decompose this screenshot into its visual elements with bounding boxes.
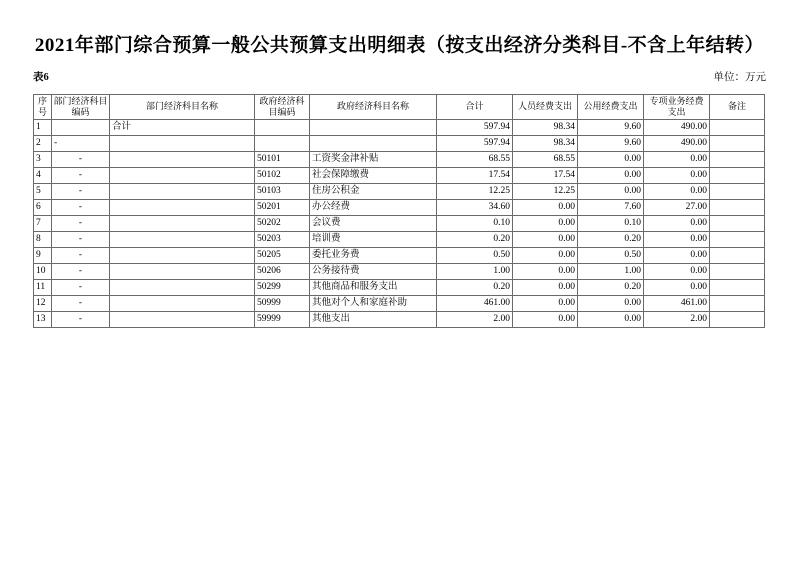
cell-remark xyxy=(710,264,765,280)
cell-total: 0.20 xyxy=(437,232,513,248)
cell-seq: 9 xyxy=(34,248,52,264)
cell-seq: 12 xyxy=(34,296,52,312)
cell-public: 0.00 xyxy=(578,312,644,328)
cell-dept_name xyxy=(110,296,255,312)
cell-dept_name xyxy=(110,200,255,216)
cell-seq: 3 xyxy=(34,152,52,168)
cell-public: 7.60 xyxy=(578,200,644,216)
cell-gov_name: 办公经费 xyxy=(310,200,437,216)
cell-gov_code: 50999 xyxy=(255,296,310,312)
cell-remark xyxy=(710,232,765,248)
cell-total: 68.55 xyxy=(437,152,513,168)
cell-total: 34.60 xyxy=(437,200,513,216)
column-header-personnel: 人员经费支出 xyxy=(513,95,578,120)
table-meta-row xyxy=(33,69,766,84)
cell-gov_name: 其他对个人和家庭补助 xyxy=(310,296,437,312)
cell-personnel: 0.00 xyxy=(513,312,578,328)
cell-personnel: 0.00 xyxy=(513,200,578,216)
table-number-label: 表6 xyxy=(33,72,49,83)
cell-gov_name: 工资奖金津补贴 xyxy=(310,152,437,168)
cell-dept_code xyxy=(52,120,110,136)
cell-dept_code: - xyxy=(52,136,110,152)
cell-public: 0.00 xyxy=(578,168,644,184)
cell-special: 27.00 xyxy=(644,200,710,216)
table-row xyxy=(34,184,765,200)
cell-special: 0.00 xyxy=(644,152,710,168)
cell-public: 0.00 xyxy=(578,296,644,312)
cell-remark xyxy=(710,200,765,216)
cell-total: 0.50 xyxy=(437,248,513,264)
column-header-remark: 备注 xyxy=(710,95,765,120)
cell-gov_code: 50206 xyxy=(255,264,310,280)
cell-special: 0.00 xyxy=(644,184,710,200)
cell-total: 597.94 xyxy=(437,120,513,136)
cell-dept_code: - xyxy=(52,264,110,280)
cell-gov_code: 50201 xyxy=(255,200,310,216)
column-header-gov_code: 政府经济科 目编码 xyxy=(255,95,310,120)
cell-special: 0.00 xyxy=(644,280,710,296)
cell-dept_name xyxy=(110,264,255,280)
table-row xyxy=(34,168,765,184)
cell-remark xyxy=(710,184,765,200)
cell-personnel: 0.00 xyxy=(513,280,578,296)
cell-seq: 13 xyxy=(34,312,52,328)
cell-dept_code: - xyxy=(52,296,110,312)
cell-total: 461.00 xyxy=(437,296,513,312)
cell-dept_name xyxy=(110,248,255,264)
cell-dept_name xyxy=(110,232,255,248)
column-header-public: 公用经费支出 xyxy=(578,95,644,120)
table-row xyxy=(34,312,765,328)
cell-total: 0.10 xyxy=(437,216,513,232)
cell-gov_code: 50202 xyxy=(255,216,310,232)
cell-personnel: 0.00 xyxy=(513,248,578,264)
cell-total: 2.00 xyxy=(437,312,513,328)
cell-seq: 2 xyxy=(34,136,52,152)
cell-gov_name: 其他支出 xyxy=(310,312,437,328)
cell-seq: 5 xyxy=(34,184,52,200)
cell-public: 0.00 xyxy=(578,184,644,200)
cell-total: 1.00 xyxy=(437,264,513,280)
cell-seq: 11 xyxy=(34,280,52,296)
table-header xyxy=(34,95,765,120)
cell-remark xyxy=(710,216,765,232)
cell-dept_name xyxy=(110,184,255,200)
cell-dept_code: - xyxy=(52,152,110,168)
cell-gov_name: 公务接待费 xyxy=(310,264,437,280)
cell-special: 461.00 xyxy=(644,296,710,312)
cell-personnel: 0.00 xyxy=(513,264,578,280)
cell-seq: 1 xyxy=(34,120,52,136)
cell-dept_name: 合计 xyxy=(110,120,255,136)
cell-public: 9.60 xyxy=(578,120,644,136)
cell-total: 597.94 xyxy=(437,136,513,152)
cell-remark xyxy=(710,120,765,136)
table-row xyxy=(34,152,765,168)
cell-remark xyxy=(710,152,765,168)
cell-total: 0.20 xyxy=(437,280,513,296)
column-header-dept_name: 部门经济科目名称 xyxy=(110,95,255,120)
cell-gov_code: 50103 xyxy=(255,184,310,200)
budget-expenditure-table xyxy=(33,94,765,328)
cell-remark xyxy=(710,136,765,152)
cell-dept_code: - xyxy=(52,216,110,232)
table-row xyxy=(34,136,765,152)
cell-seq: 10 xyxy=(34,264,52,280)
cell-public: 0.00 xyxy=(578,152,644,168)
cell-gov_code xyxy=(255,120,310,136)
cell-dept_name xyxy=(110,168,255,184)
cell-gov_code: 59999 xyxy=(255,312,310,328)
cell-personnel: 0.00 xyxy=(513,216,578,232)
cell-gov_code: 50299 xyxy=(255,280,310,296)
cell-personnel: 17.54 xyxy=(513,168,578,184)
cell-dept_code: - xyxy=(52,184,110,200)
cell-gov_code: 50102 xyxy=(255,168,310,184)
cell-gov_name xyxy=(310,136,437,152)
cell-special: 490.00 xyxy=(644,136,710,152)
cell-dept_name xyxy=(110,312,255,328)
unit-label: 单位：万元 xyxy=(713,72,766,83)
table-row xyxy=(34,296,765,312)
cell-special: 0.00 xyxy=(644,248,710,264)
header-row xyxy=(34,95,765,120)
cell-total: 17.54 xyxy=(437,168,513,184)
cell-gov_code: 50205 xyxy=(255,248,310,264)
cell-dept_code: - xyxy=(52,312,110,328)
column-header-seq: 序 号 xyxy=(34,95,52,120)
cell-special: 490.00 xyxy=(644,120,710,136)
cell-remark xyxy=(710,248,765,264)
cell-seq: 4 xyxy=(34,168,52,184)
column-header-special: 专项业务经费 支出 xyxy=(644,95,710,120)
cell-personnel: 0.00 xyxy=(513,296,578,312)
table-row xyxy=(34,200,765,216)
column-header-gov_name: 政府经济科目名称 xyxy=(310,95,437,120)
cell-seq: 6 xyxy=(34,200,52,216)
table-row xyxy=(34,216,765,232)
cell-gov_code: 50203 xyxy=(255,232,310,248)
cell-personnel: 98.34 xyxy=(513,120,578,136)
cell-public: 0.50 xyxy=(578,248,644,264)
cell-personnel: 12.25 xyxy=(513,184,578,200)
cell-seq: 8 xyxy=(34,232,52,248)
cell-gov_name: 住房公积金 xyxy=(310,184,437,200)
table-row xyxy=(34,232,765,248)
cell-total: 12.25 xyxy=(437,184,513,200)
cell-personnel: 0.00 xyxy=(513,232,578,248)
cell-special: 2.00 xyxy=(644,312,710,328)
cell-gov_name: 社会保障缴费 xyxy=(310,168,437,184)
cell-dept_name xyxy=(110,280,255,296)
cell-dept_code: - xyxy=(52,200,110,216)
cell-seq: 7 xyxy=(34,216,52,232)
table-row xyxy=(34,248,765,264)
cell-remark xyxy=(710,168,765,184)
table-row xyxy=(34,264,765,280)
cell-gov_name: 委托业务费 xyxy=(310,248,437,264)
cell-dept_code: - xyxy=(52,168,110,184)
column-header-dept_code: 部门经济科目 编码 xyxy=(52,95,110,120)
cell-dept_name xyxy=(110,136,255,152)
table-body xyxy=(34,120,765,328)
cell-public: 9.60 xyxy=(578,136,644,152)
cell-public: 0.20 xyxy=(578,280,644,296)
cell-remark xyxy=(710,312,765,328)
cell-public: 0.20 xyxy=(578,232,644,248)
cell-gov_name xyxy=(310,120,437,136)
cell-gov_code: 50101 xyxy=(255,152,310,168)
cell-personnel: 68.55 xyxy=(513,152,578,168)
cell-gov_name: 培训费 xyxy=(310,232,437,248)
cell-special: 0.00 xyxy=(644,264,710,280)
cell-dept_code: - xyxy=(52,248,110,264)
cell-special: 0.00 xyxy=(644,232,710,248)
page-title: 2021年部门综合预算一般公共预算支出明细表（按支出经济分类科目-不含上年结转） xyxy=(34,35,765,56)
cell-personnel: 98.34 xyxy=(513,136,578,152)
cell-dept_name xyxy=(110,216,255,232)
table-row xyxy=(34,120,765,136)
column-header-total: 合计 xyxy=(437,95,513,120)
cell-gov_name: 其他商品和服务支出 xyxy=(310,280,437,296)
cell-dept_code: - xyxy=(52,280,110,296)
cell-dept_code: - xyxy=(52,232,110,248)
cell-special: 0.00 xyxy=(644,168,710,184)
cell-public: 0.10 xyxy=(578,216,644,232)
cell-remark xyxy=(710,280,765,296)
cell-remark xyxy=(710,296,765,312)
cell-special: 0.00 xyxy=(644,216,710,232)
cell-gov_code xyxy=(255,136,310,152)
cell-dept_name xyxy=(110,152,255,168)
table-row xyxy=(34,280,765,296)
cell-gov_name: 会议费 xyxy=(310,216,437,232)
cell-public: 1.00 xyxy=(578,264,644,280)
